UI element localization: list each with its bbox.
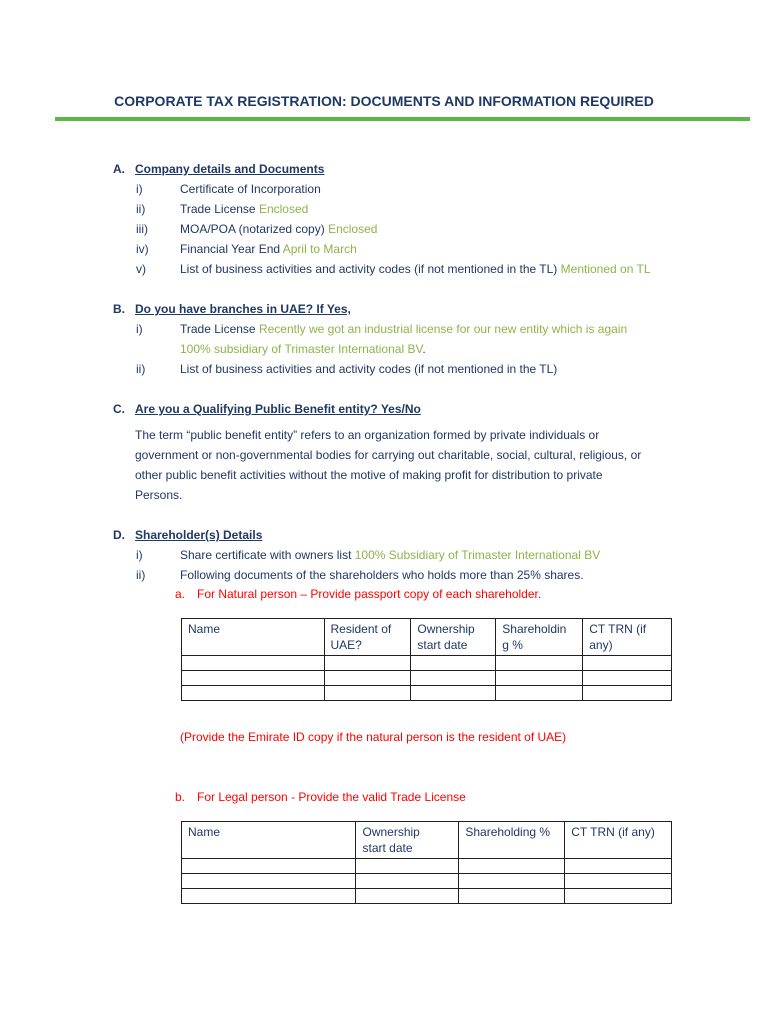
section-a-heading: [113, 159, 713, 179]
section-letter: A.: [113, 162, 125, 176]
header-text: CT TRN (if any): [571, 825, 655, 839]
table-cell[interactable]: [182, 656, 325, 671]
item-text: Following documents of the shareholders who holds more than 25% shares.: [180, 568, 584, 582]
item-numeral: ii): [136, 202, 146, 216]
header-text: CT TRN (if: [589, 622, 647, 636]
table-row: [182, 686, 672, 701]
section-b: [113, 299, 713, 379]
section-d: [113, 525, 713, 585]
sub-text: For Natural person – Provide passport copy of each shareholder.: [197, 587, 542, 601]
table-cell[interactable]: [182, 859, 356, 874]
item-numeral: v): [136, 262, 146, 276]
table-cell[interactable]: [496, 671, 583, 686]
header-text: Resident of: [330, 622, 392, 636]
item-numeral: i): [136, 548, 143, 562]
table-cell[interactable]: [583, 671, 672, 686]
table-header-cell: [356, 822, 459, 859]
table-cell[interactable]: [583, 656, 672, 671]
header-text: Shareholding %: [465, 825, 551, 839]
table-header-cell: [411, 619, 496, 656]
header-text: Name: [188, 622, 221, 636]
table-cell[interactable]: [356, 874, 459, 889]
table-header-cell: [583, 619, 672, 656]
table-cell[interactable]: [324, 671, 411, 686]
section-c: [113, 399, 713, 505]
list-item: [113, 319, 713, 359]
list-item: [113, 565, 713, 585]
sub-letter: b.: [175, 790, 186, 804]
table-cell[interactable]: [496, 656, 583, 671]
section-d-heading: [113, 525, 713, 545]
header-text: Ownership: [362, 825, 420, 839]
table-header-cell: [496, 619, 583, 656]
list-item: [113, 219, 713, 239]
item-numeral: ii): [136, 568, 146, 582]
section-letter: C.: [113, 402, 125, 416]
list-item: [113, 239, 713, 259]
table-cell[interactable]: [459, 889, 565, 904]
header-text: start date: [362, 841, 413, 855]
section-a: [113, 159, 713, 279]
header-text: Ownership: [417, 622, 475, 636]
section-title: Do you have branches in UAE? If Yes,: [135, 302, 351, 316]
paragraph-line: The term “public benefit entity” refers to an organization formed by private individuals or: [135, 428, 600, 442]
natural-person-table: [181, 618, 672, 701]
item-numeral: iii): [136, 222, 148, 236]
section-b-heading: [113, 299, 713, 319]
item-text: MOA/POA (notarized copy): [180, 222, 325, 236]
paragraph-line: Persons.: [135, 488, 183, 502]
table-header-cell: [565, 822, 672, 859]
table-row: [182, 889, 672, 904]
item-numeral: i): [136, 322, 143, 336]
table-cell[interactable]: [182, 889, 356, 904]
table-cell[interactable]: [583, 686, 672, 701]
item-note: 100% subsidiary of Trimaster International BV: [180, 342, 423, 356]
table-header-row: [182, 619, 672, 656]
item-numeral: i): [136, 182, 143, 196]
table-header-row: [182, 822, 672, 859]
item-punctuation: .: [422, 342, 426, 356]
item-note: Recently we got an industrial license for our new entity which is again: [258, 322, 628, 336]
title-divider: [55, 117, 750, 121]
table-cell[interactable]: [356, 889, 459, 904]
emirate-id-note: (Provide the Emirate ID copy if the natural person is the resident of UAE): [180, 730, 567, 744]
table-cell[interactable]: [182, 874, 356, 889]
legal-person-table: [181, 821, 672, 904]
header-text: g %: [502, 638, 523, 652]
section-title: Shareholder(s) Details: [135, 528, 263, 542]
table-header-cell: [324, 619, 411, 656]
table-cell[interactable]: [411, 671, 496, 686]
item-text: Share certificate with owners list: [180, 548, 352, 562]
table-header-cell: [459, 822, 565, 859]
table-cell[interactable]: [565, 859, 672, 874]
item-numeral: iv): [136, 242, 149, 256]
item-text: Financial Year End: [180, 242, 281, 256]
paragraph-line: government or non-governmental bodies for carrying out charitable, social, cultural, religious, or: [135, 448, 642, 462]
table-cell[interactable]: [411, 686, 496, 701]
definition-paragraph: [113, 425, 695, 505]
header-text: start date: [417, 638, 468, 652]
table-cell[interactable]: [182, 686, 325, 701]
section-letter: D.: [113, 528, 125, 542]
item-note: 100% Subsidiary of Trimaster International BV: [354, 548, 601, 562]
table-cell[interactable]: [459, 874, 565, 889]
table-row: [182, 874, 672, 889]
item-text: Trade License: [180, 322, 256, 336]
list-item: [113, 545, 713, 565]
list-item: [113, 179, 713, 199]
item-text: Trade License: [180, 202, 256, 216]
table-cell[interactable]: [324, 656, 411, 671]
section-title: Company details and Documents: [135, 162, 325, 176]
item-text: List of business activities and activity codes (if not mentioned in the TL): [180, 362, 558, 376]
table-cell[interactable]: [459, 859, 565, 874]
table-row: [182, 656, 672, 671]
table-cell[interactable]: [411, 656, 496, 671]
table-cell[interactable]: [182, 671, 325, 686]
header-text: Name: [188, 825, 221, 839]
table-header-cell: [182, 822, 356, 859]
table-cell[interactable]: [356, 859, 459, 874]
header-text: UAE?: [330, 638, 362, 652]
table-cell[interactable]: [324, 686, 411, 701]
list-item: [113, 259, 713, 279]
table-row: [182, 671, 672, 686]
document-title: CORPORATE TAX REGISTRATION: DOCUMENTS AND INFORMATION REQUIRED: [114, 93, 654, 109]
legal-person-requirement: [175, 787, 466, 807]
list-item: [113, 359, 713, 379]
item-note: April to March: [282, 242, 357, 256]
table-row: [182, 859, 672, 874]
item-note: Mentioned on TL: [560, 262, 651, 276]
item-numeral: ii): [136, 362, 146, 376]
item-note: Enclosed: [258, 202, 309, 216]
section-c-heading: [113, 399, 713, 419]
section-title: Are you a Qualifying Public Benefit entity? Yes/No: [135, 402, 421, 416]
table-header-cell: [182, 619, 325, 656]
header-text: Shareholdin: [502, 622, 567, 636]
item-text: Certificate of Incorporation: [180, 182, 321, 196]
header-text: any): [589, 638, 613, 652]
sub-text: For Legal person - Provide the valid Trade License: [197, 790, 466, 804]
table-cell[interactable]: [565, 874, 672, 889]
item-text: List of business activities and activity codes (if not mentioned in the TL): [180, 262, 558, 276]
table-cell[interactable]: [496, 686, 583, 701]
table-cell[interactable]: [565, 889, 672, 904]
item-note: Enclosed: [328, 222, 378, 236]
natural-person-requirement: [175, 584, 541, 604]
paragraph-line: other public benefit activities without the motive of making profit for distribution to private: [135, 468, 603, 482]
section-letter: B.: [113, 302, 125, 316]
list-item: [113, 199, 713, 219]
sub-letter: a.: [175, 587, 186, 601]
